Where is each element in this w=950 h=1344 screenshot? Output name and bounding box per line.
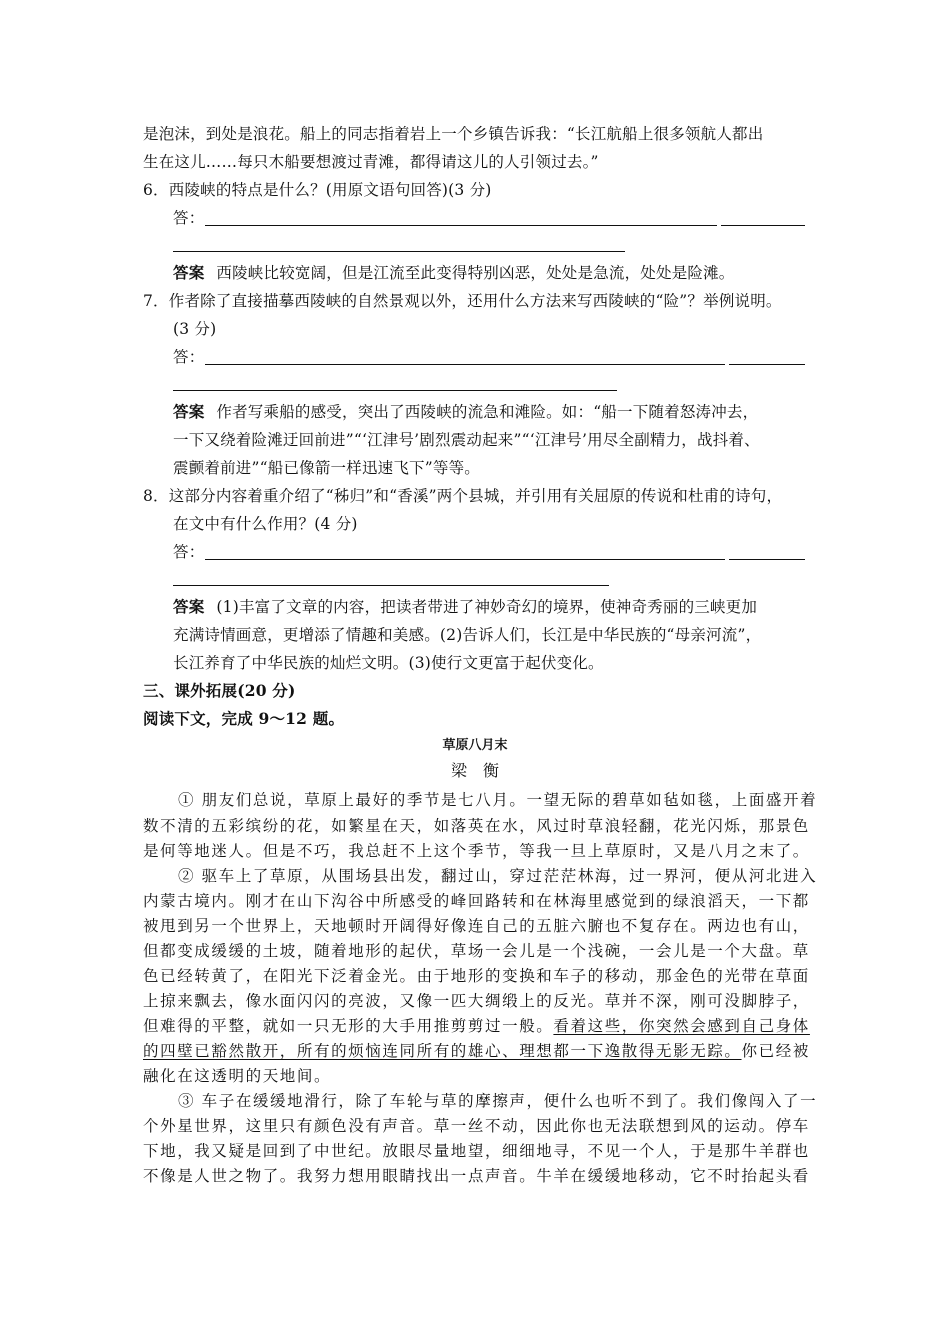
- paragraph-2-line: 色已经转黄了，在阳光下泛着金光。由于地形的变换和车子的移动，那金色的光带在草面: [143, 967, 810, 985]
- answer-7-line-3: 震颤着前进”“船已像箭一样迅速飞下”等等。: [173, 459, 480, 477]
- plain-text: 你已经被: [741, 1042, 810, 1060]
- question-text: 这部分内容着重介绍了“秭归”和“香溪”两个县城，并引用有关屈原的传说和杜甫的诗句，: [168, 487, 783, 505]
- answer-blank-line[interactable]: [729, 559, 805, 560]
- answer-blank-line[interactable]: [173, 390, 617, 391]
- question-8-line-2: 在文中有什么作用？(4 分): [173, 515, 358, 533]
- answer-blank-line[interactable]: [205, 225, 717, 226]
- answer-blank-line[interactable]: [205, 559, 725, 560]
- paragraph-3-line: 不像是人世之物了。我努力想用眼睛找出一点声音。牛羊在缓缓地移动，它不时抬起头看: [143, 1167, 810, 1185]
- question-8: [143, 485, 782, 507]
- question-number: 8．: [143, 487, 169, 505]
- paragraph-3-line: ③ 车子在缓缓地滑行，除了车轮与草的摩擦声，便什么也听不到了。我们像闯入了一: [178, 1092, 818, 1110]
- answer-6: [173, 262, 735, 284]
- answer-label: 答案: [173, 263, 205, 282]
- paragraph-2-line: 融化在这透明的天地间。: [143, 1067, 332, 1085]
- plain-text: 但难得的平整，就如一只无形的大手用推剪剪过一般。: [143, 1017, 554, 1035]
- paragraph-2-line: 但都变成缓缓的土坡，随着地形的起伏，草场一会儿是一个浅碗，一会儿是一个大盘。草: [143, 942, 810, 960]
- answer-blank-line[interactable]: [173, 585, 609, 586]
- paragraph-2-line: 上掠来飘去，像水面闪闪的亮波，又像一匹大绸缎上的反光。草并不深，刚可没脚脖子，: [143, 992, 810, 1010]
- answer-blank-line[interactable]: [173, 251, 625, 252]
- answer-8-line-3: 长江养育了中华民族的灿烂文明。(3)使行文更富于起伏变化。: [173, 654, 604, 672]
- article-author: 梁 衡: [450, 761, 499, 780]
- article-title: 草原八月末: [442, 738, 508, 753]
- answer-prefix: 答：: [173, 543, 205, 561]
- question-6: [143, 179, 492, 201]
- question-number: 6．: [143, 181, 169, 199]
- paragraph-2-line: [143, 1040, 810, 1062]
- section-heading: 三、课外拓展(20 分): [143, 681, 296, 700]
- underlined-text: 的四壁已豁然散开，所有的烦恼连同所有的雄心、理想都一下逸散得无影无踪。: [143, 1042, 742, 1060]
- question-text: 作者除了直接描摹西陵峡的自然景观以外，还用什么方法来写西陵峡的“险”？举例说明。: [168, 292, 782, 310]
- underlined-text: 看着这些，你突然会感到自己身体: [553, 1017, 810, 1035]
- answer-prefix: 答：: [173, 348, 205, 366]
- answer-8-line-2: 充满诗情画意，更增添了情趣和美感。(2)告诉人们，长江是中华民族的“母亲河流”，: [173, 626, 762, 644]
- answer-7-line-2: 一下又绕着险滩迂回前进”“‘江津号’剧烈震动起来”“‘江津号’用尽全副精力，战抖着、: [173, 431, 760, 449]
- paragraph-3-line: 个外星世界，这里只有颜色没有声音。草一丝不动，因此你也无法联想到风的运动。停车: [143, 1117, 810, 1135]
- question-text: 西陵峡的特点是什么？(用原文语句回答)(3 分): [168, 181, 492, 199]
- question-7-score: (3 分): [173, 320, 217, 338]
- paragraph-1-line: ① 朋友们总说，草原上最好的季节是七八月。一望无际的碧草如毡如毯，上面盛开着: [178, 791, 818, 809]
- answer-prefix: 答：: [173, 209, 205, 227]
- answer-text: 作者写乘船的感受，突出了西陵峡的流急和滩险。如：“船一下随着怒涛冲去，: [216, 403, 759, 421]
- answer-8-line-1: [173, 596, 757, 618]
- answer-label: 答案: [173, 402, 205, 421]
- intro-line-2: 生在这儿……每只木船要想渡过青滩，都得请这儿的人引领过去。”: [143, 153, 599, 171]
- paragraph-2-line: [143, 1015, 810, 1037]
- answer-text: 西陵峡比较宽阔，但是江流至此变得特别凶恶，处处是急流，处处是险滩。: [216, 264, 735, 282]
- question-number: 7．: [143, 292, 169, 310]
- answer-blank-line[interactable]: [721, 225, 805, 226]
- paragraph-2-line: 被甩到另一个世界上，天地顿时开阔得好像连自己的五脏六腑也不复存在。两边也有山，: [143, 917, 810, 935]
- reading-instruction: 阅读下文，完成 9～12 题。: [143, 709, 345, 728]
- answer-blank-line[interactable]: [729, 364, 805, 365]
- intro-line-1: 是泡沫，到处是浪花。船上的同志指着岩上一个乡镇告诉我：“长江航船上很多领航人都出: [143, 125, 764, 143]
- question-7: [143, 290, 782, 312]
- paragraph-3-line: 下地，我又疑是回到了中世纪。放眼尽量地望，细细地寻，不见一个人，于是那牛羊群也: [143, 1142, 810, 1160]
- paragraph-1-line: 数不清的五彩缤纷的花，如繁星在天，如落英在水，风过时草浪轻翻，花光闪烁，那景色: [143, 817, 810, 835]
- paragraph-2-line: ② 驱车上了草原，从围场县出发，翻过山，穿过茫茫林海，过一界河，便从河北进入: [178, 867, 818, 885]
- answer-label: 答案: [173, 597, 205, 616]
- paragraph-1-line: 是何等地迷人。但是不巧，我总赶不上这个季节，等我一旦上草原时，又是八月之末了。: [143, 842, 810, 860]
- paragraph-2-line: 内蒙古境内。刚才在山下沟谷中所感受的峰回路转和在林海里感觉到的绿浪滔天，一下都: [143, 892, 810, 910]
- answer-text: (1)丰富了文章的内容，把读者带进了神妙奇幻的境界，使神奇秀丽的三峡更加: [216, 598, 758, 616]
- answer-blank-line[interactable]: [205, 364, 725, 365]
- answer-7-line-1: [173, 401, 758, 423]
